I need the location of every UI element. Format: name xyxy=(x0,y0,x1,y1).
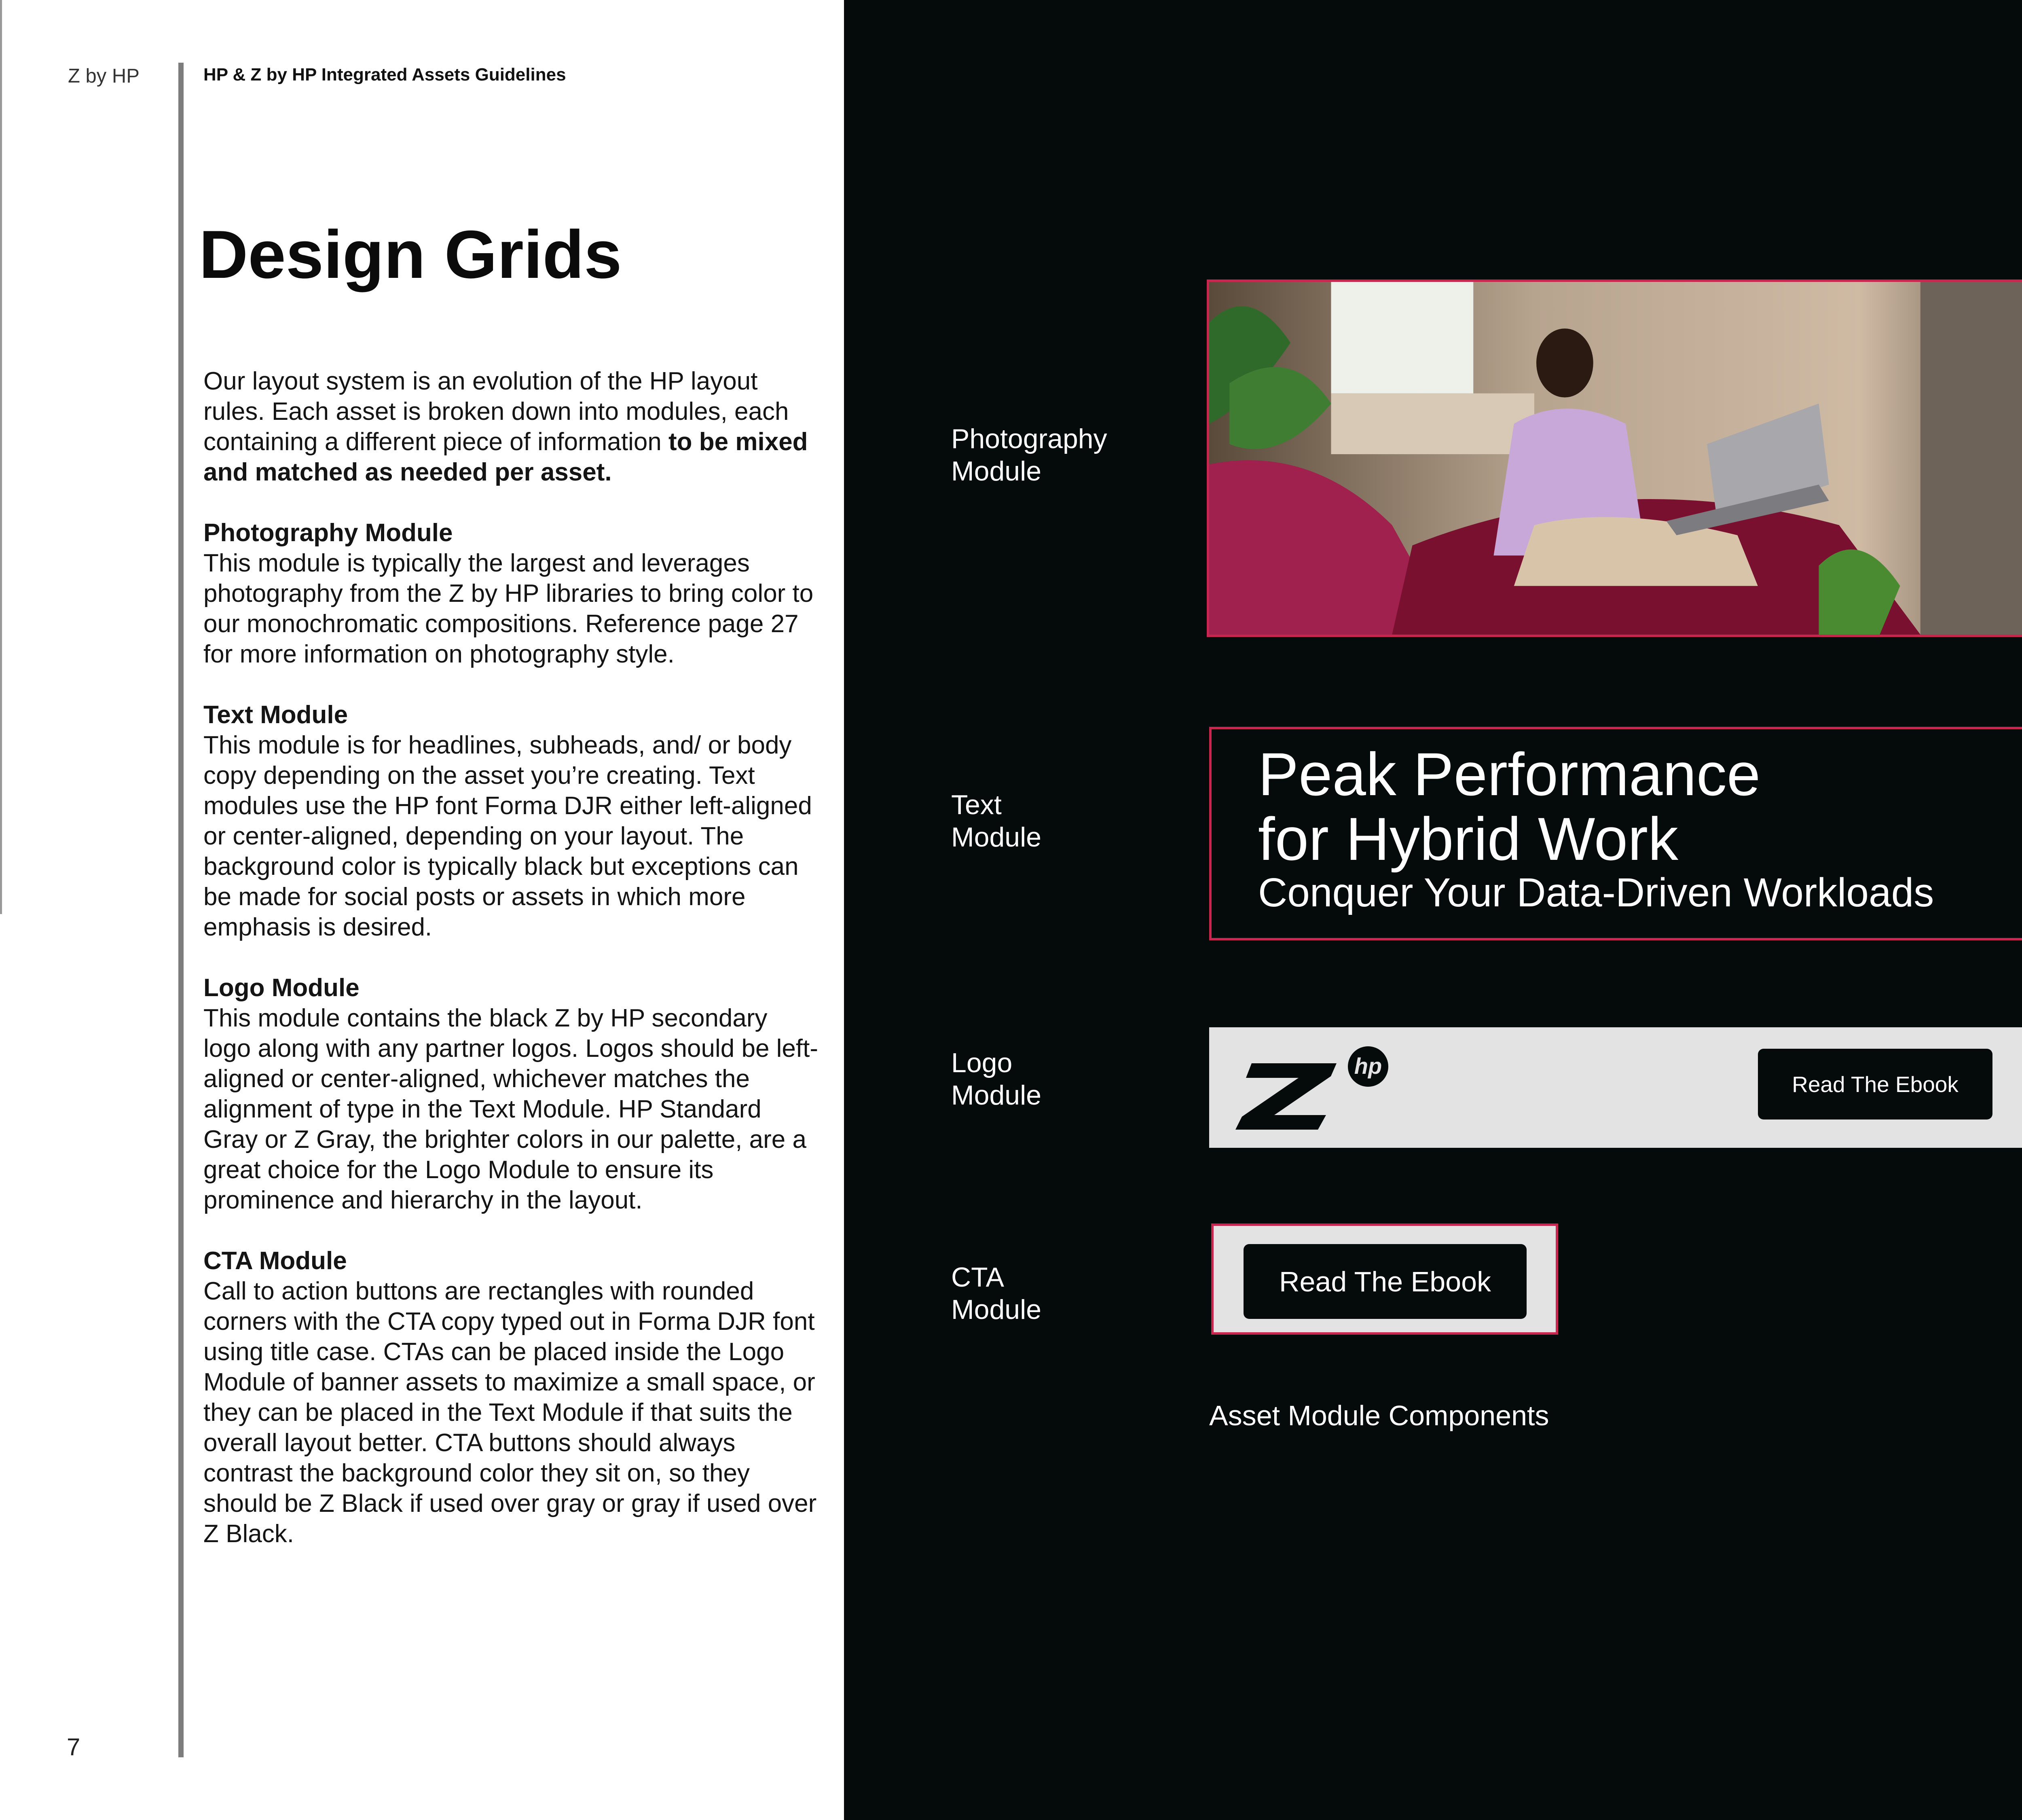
cta-module-label: CTA Module xyxy=(951,1262,1042,1325)
section-photography xyxy=(203,518,818,669)
hp-logo-text: hp xyxy=(1354,1053,1382,1079)
subhead: Conquer Your Data-Driven Workloads xyxy=(1258,870,1934,915)
text-module xyxy=(1209,727,2022,940)
intro-text: Our layout system is an evolution of the HP layout rules. Each asset is broken down into modules, each containing a different piece of information xyxy=(203,367,789,456)
guidelines-text-panel xyxy=(0,0,844,1820)
brand-label: Z by HP xyxy=(68,65,140,87)
cta-button[interactable]: Read The Ebook xyxy=(1244,1244,1527,1319)
photography-module-label: Photography Module xyxy=(951,423,1107,487)
cta-module xyxy=(1211,1223,1558,1335)
photography-module-image xyxy=(1209,282,2022,635)
section-text: Call to action buttons are rectangles with rounded corners with the CTA copy typed out in Forma DJR font using title case. CTAs can be placed inside the Logo Module of banner assets to maximize a small space, or they can be placed in the Text Module if that suits the overall layout better. CTA buttons should always contrast the background color they sit on, so they should be Z Black if used over gray or gray if used over Z Black. xyxy=(203,1277,817,1548)
section-text: This module is typically the largest and leverages photography from the Z by HP libraries to bring color to our monochromatic compositions. Reference page 27 for more information on photography style. xyxy=(203,549,814,668)
section-text: This module is for headlines, subheads, and/ or body copy depending on the asset you’re creating. Text modules use the HP font Forma DJR either left-aligned or center-aligned, depending on your layout. The background color is typically black but exceptions can be made for social posts or assets in which more emphasis is desired. xyxy=(203,731,812,941)
vertical-rule xyxy=(178,63,184,1757)
body-copy xyxy=(203,366,818,1579)
section-text: This module contains the black Z by HP secondary logo along with any partner logos. Logos should be left-aligned or center-aligned, whichever matches the alignment of type in the Text Module. HP Standard Gray or Z Gray, the brighter colors in our palette, are a great choice for the Logo Module to ensure its prominence and hierarchy in the layout. xyxy=(203,1004,818,1214)
section-cta-module xyxy=(203,1246,818,1549)
headline-line-2: for Hybrid Work xyxy=(1258,805,1679,873)
document-header: HP & Z by HP Integrated Assets Guidelines xyxy=(203,65,566,85)
page-number: 7 xyxy=(67,1733,80,1761)
page-title: Design Grids xyxy=(199,216,622,292)
section-heading: Photography Module xyxy=(203,519,453,547)
z-by-hp-logo xyxy=(1235,1045,1405,1130)
intro-paragraph xyxy=(203,366,818,487)
section-logo-module xyxy=(203,973,818,1215)
panel-edge-line xyxy=(0,0,2,914)
intro-emphasis: to be mixed and matched as needed per asset. xyxy=(203,428,808,486)
section-heading: CTA Module xyxy=(203,1247,347,1275)
z-logo-mark xyxy=(1235,1063,1337,1130)
section-heading: Logo Module xyxy=(203,974,360,1002)
section-heading: Text Module xyxy=(203,701,348,729)
logo-module xyxy=(1209,1027,2022,1148)
cta-button[interactable]: Read The Ebook xyxy=(1758,1049,1992,1120)
section-text-module xyxy=(203,700,818,942)
components-caption: Asset Module Components xyxy=(1209,1400,1549,1431)
logo-module-label: Logo Module xyxy=(951,1048,1042,1111)
text-module-label: Text Module xyxy=(951,789,1042,853)
headline-line-1: Peak Performance xyxy=(1258,740,1761,808)
